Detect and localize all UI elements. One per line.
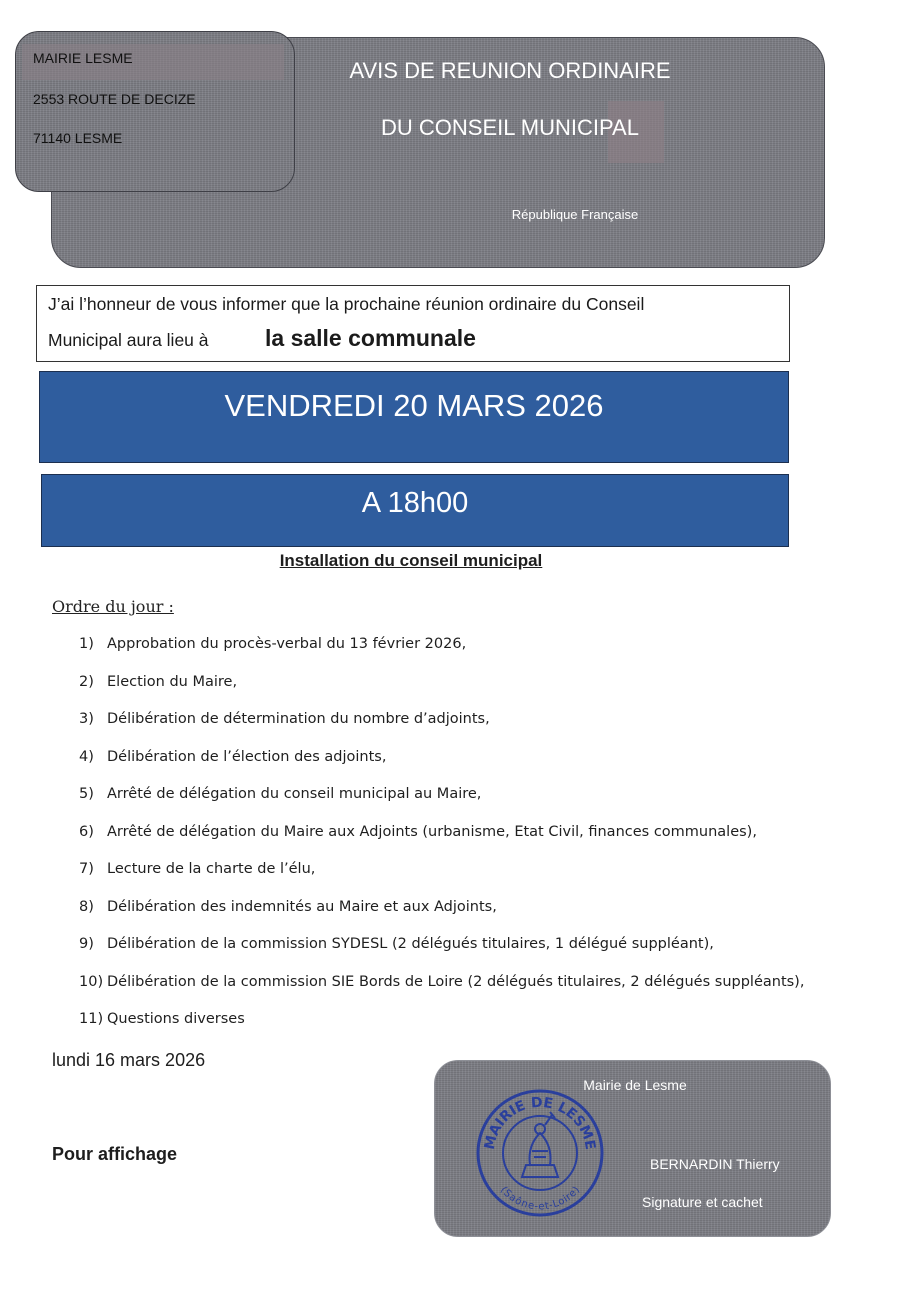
notice-subtitle: DU CONSEIL MUNICIPAL (381, 115, 639, 140)
agenda-item-number: 10) (79, 973, 104, 990)
agenda-item-number: 8) (79, 898, 94, 915)
agenda-item-number: 11) (79, 1011, 104, 1027)
agenda-item-number: 5) (79, 786, 94, 802)
agenda-item-text: Délibération de la commission SYDESL (2 délégués titulaires, 1 délégué suppléant), (107, 936, 714, 952)
agenda-item (79, 974, 804, 1012)
agenda-item-text: Lecture de la charte de l’élu, (107, 861, 316, 877)
agenda-item-number: 2) (79, 673, 94, 690)
agenda-item-text: Délibération des indemnités au Maire et aux Adjoints, (107, 898, 497, 915)
stamp-bottom-text: (Saône-et-Loire) (497, 1184, 583, 1213)
meeting-place: la salle communale (265, 325, 476, 351)
posting-label: Pour affichage (52, 1144, 178, 1164)
signature-caption: Signature et cachet (642, 1194, 763, 1210)
agenda-item-number: 4) (79, 748, 94, 765)
agenda-list (79, 636, 804, 1049)
notice-title: AVIS DE REUNION ORDINAIRE (349, 58, 671, 83)
signature-office: Mairie de Lesme (583, 1077, 687, 1093)
agenda-item (79, 824, 804, 862)
sender-street: 2553 ROUTE DE DECIZE (33, 91, 196, 107)
sender-name: MAIRIE LESME (33, 50, 133, 66)
agenda-item-text: Arrêté de délégation du Maire aux Adjoints (urbanisme, Etat Civil, finances communales), (107, 823, 757, 840)
agenda-item (79, 749, 804, 787)
agenda-item-text: Arrêté de délégation du conseil municipal au Maire, (107, 786, 482, 802)
agenda-item (79, 786, 804, 824)
agenda-item (79, 899, 804, 937)
agenda-item (79, 861, 804, 899)
issue-date: lundi 16 mars 2026 (52, 1050, 206, 1070)
agenda-item-text: Approbation du procès-verbal du 13 février 2026, (107, 636, 467, 652)
agenda-item-text: Questions diverses (107, 1011, 245, 1027)
official-stamp-icon (472, 1085, 608, 1221)
agenda-item (79, 1011, 804, 1049)
agenda-item-number: 6) (79, 823, 94, 840)
stamp-emblem-icon (522, 1112, 558, 1177)
sender-city: 71140 LESME (33, 130, 123, 146)
agenda-item (79, 636, 804, 674)
agenda-item-number: 7) (79, 861, 94, 877)
sender-address-panel (15, 31, 295, 192)
agenda-item-text: Délibération de détermination du nombre d’adjoints, (107, 711, 490, 727)
stamp-inner-ring (503, 1116, 577, 1190)
meeting-subtitle: Installation du conseil municipal (279, 551, 543, 570)
intro-line-1: J’ai l’honneur de vous informer que la prochaine réunion ordinaire du Conseil (48, 294, 645, 314)
agenda-item-number: 3) (79, 711, 94, 727)
agenda-title: Ordre du jour : (52, 597, 174, 616)
republic-label: République Française (511, 207, 639, 222)
agenda-item-number: 1) (79, 636, 94, 652)
signatory-name: BERNARDIN Thierry (650, 1156, 780, 1172)
agenda-item (79, 674, 804, 712)
meeting-date-band: VENDREDI 20 MARS 2026 (39, 371, 789, 463)
agenda-item-text: Délibération de l’élection des adjoints, (107, 748, 387, 765)
agenda-item (79, 711, 804, 749)
agenda-item-text: Election du Maire, (107, 673, 238, 690)
intro-box (36, 285, 790, 362)
stamp-top-text: MAIRIE DE LESME (481, 1094, 598, 1151)
meeting-time-band: A 18h00 (41, 474, 789, 547)
signature-panel (434, 1060, 831, 1237)
agenda-item-text: Délibération de la commission SIE Bords de Loire (2 délégués titulaires, 2 délégués suppléants), (107, 973, 805, 990)
agenda-item (79, 936, 804, 974)
agenda-item-number: 9) (79, 936, 94, 952)
intro-line-2: Municipal aura lieu à (48, 330, 209, 350)
